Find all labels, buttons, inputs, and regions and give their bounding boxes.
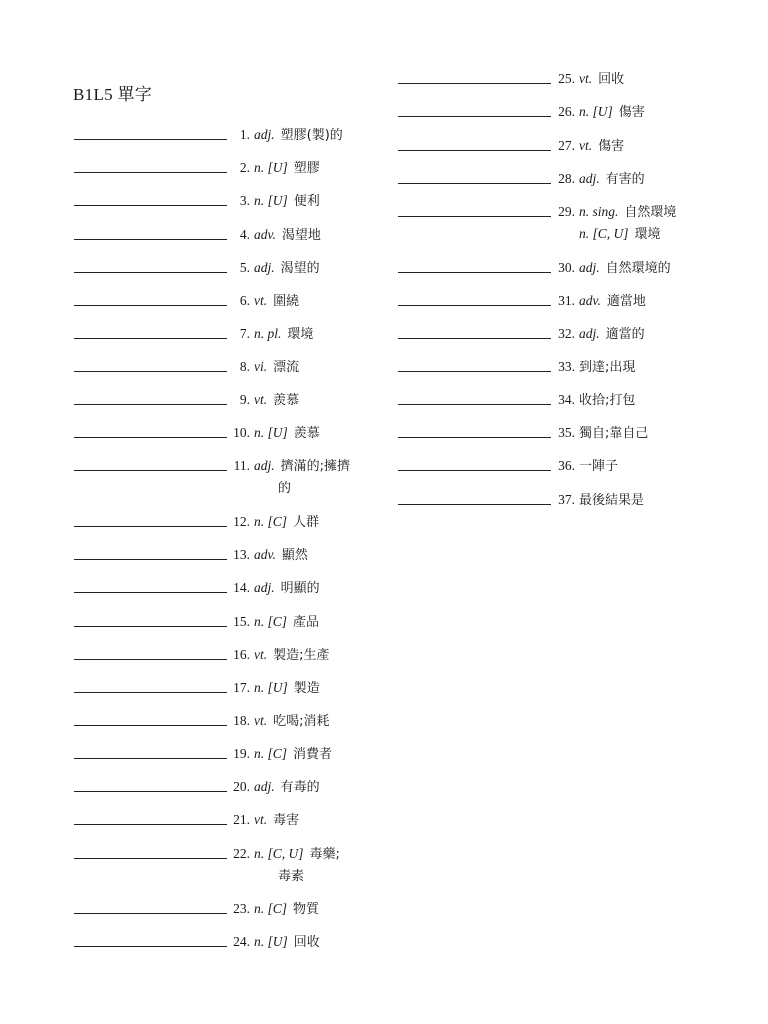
answer-blank[interactable] [74,644,227,660]
page-title: B1L5 單字 [73,85,153,104]
entry-number: 12. [233,514,250,529]
vocab-entry [0,135,768,157]
entry-number: 37. [558,492,575,507]
answer-blank[interactable] [74,809,227,825]
definition: 獨自;靠自己 [579,426,649,441]
entry-number: 9. [239,392,250,407]
part-of-speech: adj. [254,580,275,595]
definition: 羨慕 [293,426,320,441]
definition: 傷害 [598,139,625,154]
part-of-speech: n. [C, U] [254,846,304,861]
vocab-entry [0,743,768,765]
part-of-speech: n. [C] [254,746,288,761]
part-of-speech: n. [C] [254,514,288,529]
definition: 渴望的 [280,261,320,276]
vocab-entry [0,389,768,411]
entry-number: 28. [558,171,575,186]
vocab-entry [0,809,768,831]
entry-number: 6. [239,293,250,308]
answer-blank[interactable] [74,511,227,527]
part-of-speech: vt. [579,71,593,86]
definition: 環境 [287,327,314,342]
vocab-entry [0,776,768,798]
vocab-entry [0,323,768,345]
entry-number: 11. [233,458,250,473]
vocab-entry [0,489,768,511]
part-of-speech: vt. [254,392,268,407]
vocab-entry [0,710,768,732]
part-of-speech: adv. [254,547,276,562]
answer-blank[interactable] [398,323,551,339]
part-of-speech: vt. [579,138,593,153]
vocab-entry [0,931,768,953]
answer-blank[interactable] [398,201,551,217]
definition: 羨慕 [273,393,300,408]
part-of-speech: adj. [254,127,275,142]
entry-number: 32. [558,326,575,341]
part-of-speech: n. [U] [254,160,288,175]
answer-blank[interactable] [74,677,227,693]
part-of-speech: n. sing. [579,204,619,219]
definition: 回收 [598,72,625,87]
vocab-entry [0,290,768,312]
definition: 擠滿的;擁擠 [280,459,351,474]
entry-number: 4. [239,227,250,242]
vocab-entry [0,577,768,599]
definition: 明顯的 [280,581,320,596]
definition: 有害的 [605,172,645,187]
vocab-entry [0,422,768,444]
vocab-entry [0,544,768,566]
entry-number: 8. [239,359,250,374]
part-of-speech: adj. [254,260,275,275]
part-of-speech: n. [C, U] [579,226,629,241]
entry-number: 1. [239,127,250,142]
definition-continued: 的 [278,481,292,496]
entry-number: 15. [233,614,250,629]
vocab-entry [0,168,768,190]
entry-number: 25. [558,71,575,86]
definition: 自然環境的 [605,261,671,276]
entry-number: 26. [558,104,575,119]
definition: 適當地 [606,294,646,309]
definition-continued: 環境 [634,227,661,242]
part-of-speech: vt. [254,713,268,728]
definition: 物質 [293,902,320,917]
vocab-entry [0,843,768,884]
part-of-speech: adj. [254,458,275,473]
definition: 回收 [293,935,320,950]
entry-number: 7. [239,326,250,341]
answer-blank[interactable] [398,356,551,372]
part-of-speech: n. [U] [579,104,613,119]
definition: 顯然 [281,548,308,563]
answer-blank[interactable] [398,389,551,405]
definition: 有毒的 [280,780,320,795]
entry-number: 23. [233,901,250,916]
definition: 製造;生產 [273,648,330,663]
definition: 人群 [293,515,320,530]
answer-blank[interactable] [74,224,227,240]
entry-number: 2. [239,160,250,175]
answer-blank[interactable] [74,843,227,859]
definition-continued: 毒素 [278,869,305,884]
entry-number: 19. [233,746,250,761]
definition: 塑膠(製)的 [280,128,343,143]
definition: 一陣子 [579,459,619,474]
part-of-speech: adj. [254,779,275,794]
definition: 毒害 [273,813,300,828]
vocab-entry [0,511,768,533]
entry-number: 3. [239,193,250,208]
part-of-speech: adj. [579,326,600,341]
answer-blank[interactable] [398,101,551,117]
entry-number: 31. [558,293,575,308]
definition: 毒藥; [309,847,340,862]
vocab-entry [0,356,768,378]
answer-blank[interactable] [398,455,551,471]
answer-blank[interactable] [398,257,551,273]
definition: 適當的 [605,327,645,342]
definition: 塑膠 [293,161,320,176]
part-of-speech: n. [C] [254,614,288,629]
entry-number: 18. [233,713,250,728]
definition: 最後結果是 [579,493,645,508]
definition: 自然環境 [624,205,677,220]
answer-blank[interactable] [74,776,227,792]
part-of-speech: n. [U] [254,680,288,695]
part-of-speech: vt. [254,293,268,308]
definition: 到達;出現 [579,360,636,375]
vocab-entry [0,68,768,90]
answer-blank[interactable] [74,743,227,759]
entry-number: 27. [558,138,575,153]
entry-number: 16. [233,647,250,662]
entry-number: 24. [233,934,250,949]
vocab-entry [0,101,768,123]
definition: 產品 [293,615,320,630]
vocab-entry [0,455,768,477]
answer-blank[interactable] [398,68,551,84]
vocab-entry [0,611,768,633]
answer-blank[interactable] [398,489,551,505]
definition: 傷害 [618,105,645,120]
entry-number: 22. [233,846,250,861]
entry-number: 30. [558,260,575,275]
entry-number: 13. [233,547,250,562]
answer-blank[interactable] [74,577,227,593]
definition: 圍繞 [273,294,300,309]
vocab-entry [0,644,768,666]
definition: 渴望地 [281,228,321,243]
part-of-speech: adj. [579,171,600,186]
entry-number: 35. [558,425,575,440]
answer-blank[interactable] [74,544,227,560]
definition: 製造 [293,681,320,696]
answer-blank[interactable] [398,168,551,184]
part-of-speech: n. [C] [254,901,288,916]
part-of-speech: adj. [579,260,600,275]
answer-blank[interactable] [398,290,551,306]
part-of-speech: adv. [579,293,601,308]
entry-number: 34. [558,392,575,407]
vocab-entry [0,677,768,699]
entry-number: 36. [558,458,575,473]
answer-blank[interactable] [74,898,227,914]
part-of-speech: vi. [254,359,268,374]
part-of-speech: n. [U] [254,934,288,949]
entry-number: 20. [233,779,250,794]
part-of-speech: n. [U] [254,193,288,208]
definition: 消費者 [293,747,333,762]
answer-blank[interactable] [74,611,227,627]
answer-blank[interactable] [398,135,551,151]
definition: 漂流 [273,360,300,375]
answer-blank[interactable] [74,931,227,947]
definition: 吃喝;消耗 [273,714,330,729]
vocab-entry [0,257,768,279]
entry-number: 33. [558,359,575,374]
part-of-speech: n. [U] [254,425,288,440]
part-of-speech: vt. [254,812,268,827]
definition: 收拾;打包 [579,393,636,408]
definition: 便利 [293,194,320,209]
entry-number: 21. [233,812,250,827]
entry-number: 17. [233,680,250,695]
part-of-speech: adv. [254,227,276,242]
vocab-entry [0,898,768,920]
entry-number: 29. [558,204,575,219]
entry-number: 5. [239,260,250,275]
entry-number: 10. [233,425,250,440]
part-of-speech: n. pl. [254,326,282,341]
answer-blank[interactable] [398,422,551,438]
entry-number: 14. [233,580,250,595]
answer-blank[interactable] [74,710,227,726]
part-of-speech: vt. [254,647,268,662]
